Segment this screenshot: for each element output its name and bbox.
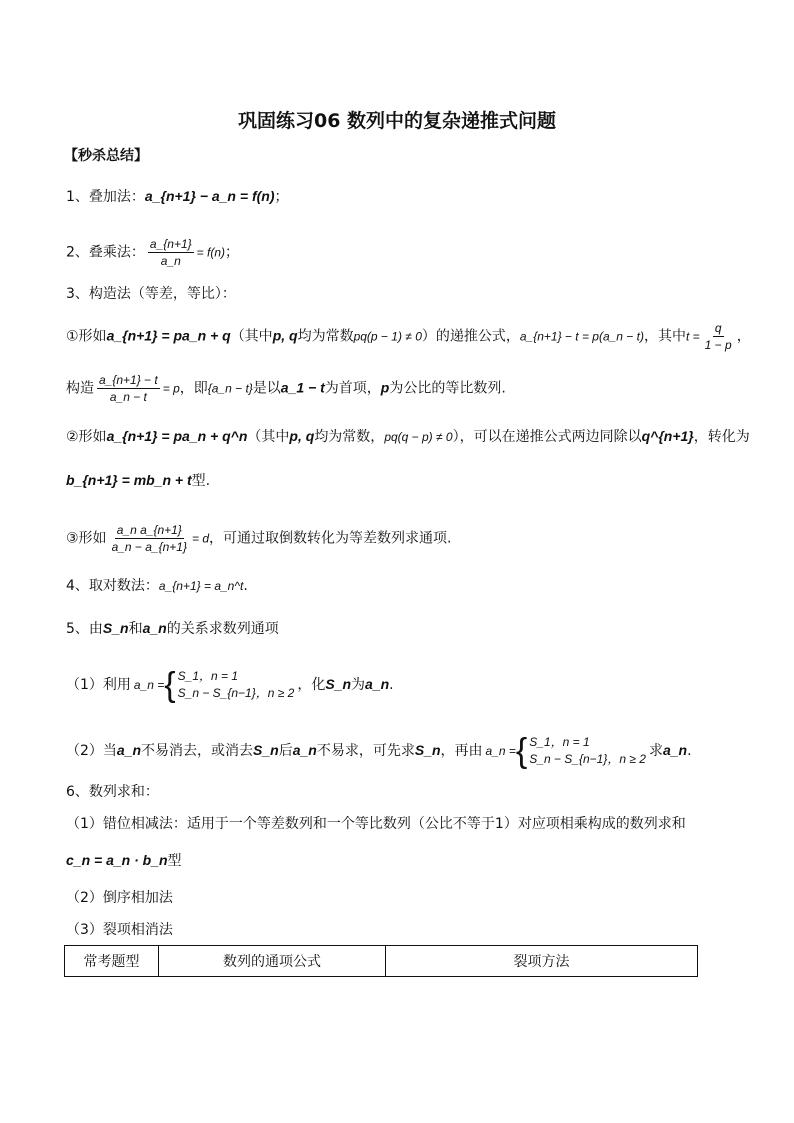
item-2: 2、叠乘法： $\frac{a\_\{n+1\}}{a\_n}$ = f(n)； (66, 237, 239, 268)
item-3a-line2: 构造 $\frac{a\_\{n+1\} - t}{a\_n - t}$ = p，即{a_n − t}是以a_1 − t为首项，p为公比的等比数列. (66, 373, 506, 404)
item-6-1b: c_n = a_n · b_n型 (66, 852, 182, 869)
item-6: 6、数列求和： (66, 784, 159, 800)
item-3: 3、构造法（等差，等比）： (66, 286, 236, 302)
method-table (64, 945, 698, 977)
summary-header: 【秒杀总结】 (64, 148, 148, 164)
item-3c: ③形如 $\frac{\text{a\_n a\_\{n+1\}}}{a\_n - a\_\{n+1\}}$ = d，可通过取倒数转化为等差数列求通项. (66, 523, 452, 554)
item-4: 4、取对数法：a_{n+1} = a_n^t. (66, 578, 248, 594)
page-title: 巩固练习06 数列中的复杂递推式问题 (237, 110, 557, 132)
formula-1: a_{n+1} − a_n = f(n) (144, 188, 275, 204)
item-3a-line1: ①形如a_{n+1} = pa_n + q（其中p, q均为常数pq(p − 1) ≠ 0）的递推公式，a_{n+1} − t = p(a_n − t)，其中t = $\frac{q}{1 - p}$ ， (66, 321, 751, 352)
fraction-t: $\frac{q}{1 - p}$ (704, 321, 732, 352)
item-3b-line1: ②形如a_{n+1} = pa_n + q^n（其中p, q均为常数，pq(q − p) ≠ 0），可以在递推公式两边同除以q^{n+1}，转化为 (66, 428, 750, 445)
item-6-2: （2）倒序相加法 (66, 890, 173, 906)
item-5-1: （1）利用 a_n = { S_1，n = 1 S_n − S_{n−1}，n ≥ 2 ，化S_n为a_n. (66, 666, 394, 704)
table-header-cell: 常考题型 (65, 946, 159, 977)
table-header-row (65, 946, 698, 977)
piecewise-1: a_n = { S_1，n = 1 S_n − S_{n−1}，n ≥ 2 (133, 666, 295, 704)
fraction-construct: $\frac{a\_\{n+1\} - t}{a\_n - t}$ (99, 373, 158, 404)
table-header-cell: 数列的通项公式 (159, 946, 386, 977)
item-5: 5、由S_n和a_n的关系求数列通项 (66, 620, 279, 637)
item-1: 1、叠加法：a_{n+1} − a_n = f(n)； (66, 188, 289, 205)
fraction-reciprocal: $\frac{\text{a\_n a\_\{n+1\}}}{a\_n - a\_\{n+1\}}$ (111, 523, 187, 554)
item-6-3: （3）裂项相消法 (66, 922, 173, 938)
table-header-cell: 裂项方法 (386, 946, 698, 977)
item-5-2: （2）当a_n不易消去，或消去S_n后a_n不易求，可先求S_n，再由 a_n = { S_1，n = 1 S_n − S_{n−1}，n ≥ 2 求a_n. (66, 732, 692, 770)
item-3b-line2: b_{n+1} = mb_n + t型. (66, 472, 211, 489)
fraction-2: $\frac{a\_\{n+1\}}{a\_n}$ (149, 237, 192, 268)
piecewise-2: a_n = { S_1，n = 1 S_n − S_{n−1}，n ≥ 2 (485, 732, 646, 770)
item-6-1: （1）错位相减法：适用于一个等差数列和一个等比数列（公比不等于1）对应项相乘构成的数列求和 (66, 816, 686, 832)
